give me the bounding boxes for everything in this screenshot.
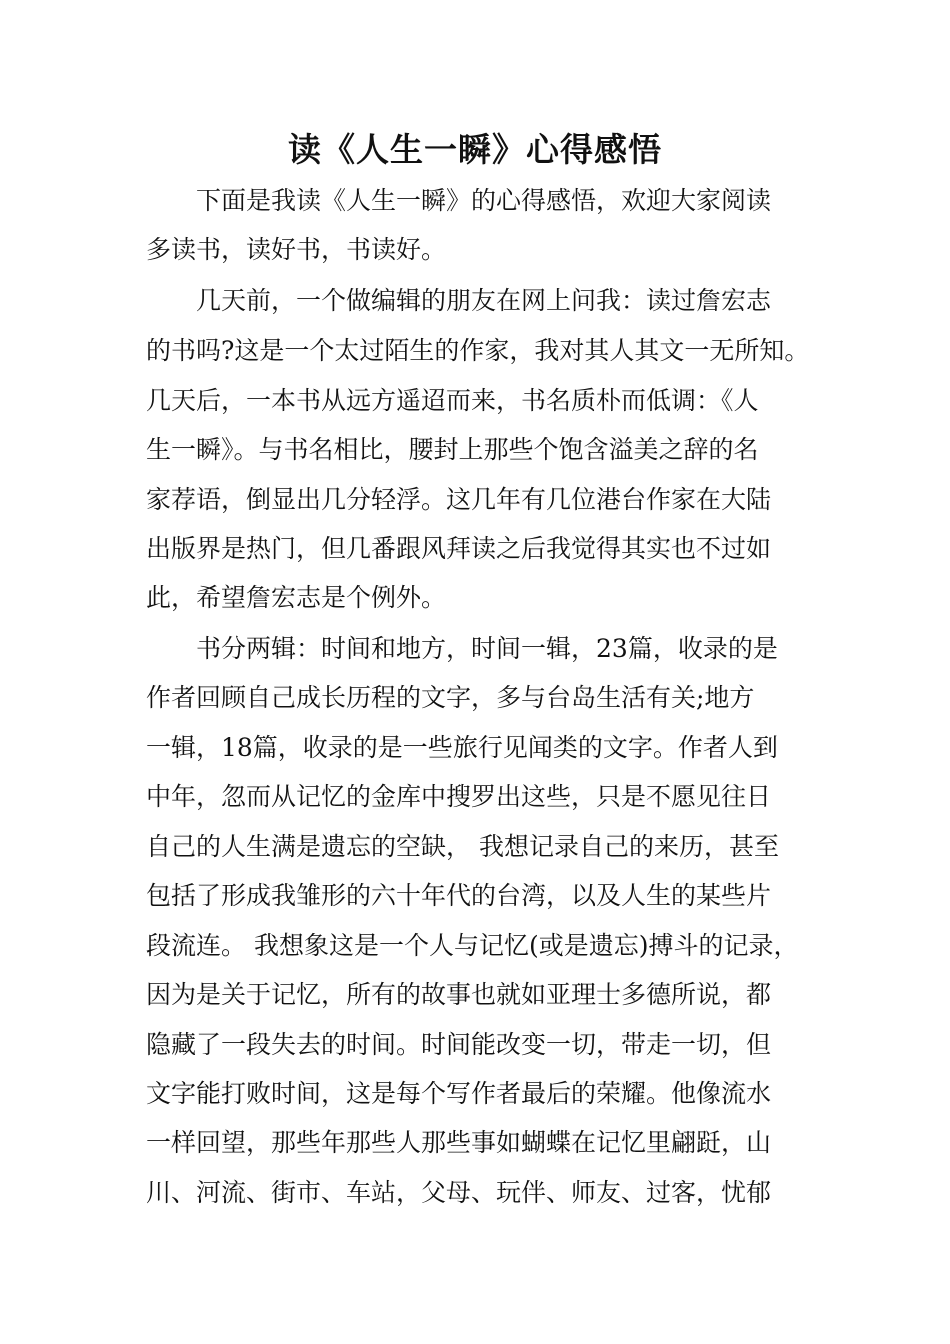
- text-line: 多读书，读好书，书读好。: [146, 235, 447, 264]
- text-line: 书分两辑：时间和地方，时间一辑，23篇，收录的是: [146, 634, 778, 663]
- text-line: 因为是关于记忆，所有的故事也就如亚理士多德所说，都: [146, 980, 772, 1009]
- text-line: 中年，忽而从记忆的金库中搜罗出这些，只是不愿见往日: [146, 782, 772, 811]
- document-title: 读《人生一瞬》心得感悟: [288, 130, 662, 169]
- text-line: 出版界是热门，但几番跟风拜读之后我觉得其实也不过如: [146, 534, 772, 563]
- text-line: 一辑，18篇，收录的是一些旅行见闻类的文字。作者人到: [146, 733, 778, 762]
- text-line: 生一瞬》。与书名相比，腰封上那些个饱含溢美之辞的名: [146, 435, 759, 464]
- text-line: 作者回顾自己成长历程的文字，多与台岛生活有关;地方: [146, 683, 755, 712]
- text-line: 几天前，一个做编辑的朋友在网上问我：读过詹宏志: [146, 286, 772, 315]
- text-line: 隐藏了一段失去的时间。时间能改变一切，带走一切，但: [146, 1030, 772, 1059]
- text-line: 几天后，一本书从远方遥迢而来，书名质朴而低调：《人: [146, 386, 759, 415]
- text-line: 家荐语，倒显出几分轻浮。这几年有几位港台作家在大陆: [146, 485, 772, 514]
- text-line: 段流连。 我想象这是一个人与记忆(或是遗忘)搏斗的记录，: [146, 931, 799, 960]
- text-line: 文字能打败时间，这是每个写作者最后的荣耀。他像流水: [146, 1079, 772, 1108]
- text-line: 的书吗?这是一个太过陌生的作家，我对其人其文一无所知。: [146, 336, 810, 365]
- text-line: 此，希望詹宏志是个例外。: [146, 583, 447, 612]
- text-line: 下面是我读《人生一瞬》的心得感悟，欢迎大家阅读: [146, 186, 772, 215]
- text-line: 自己的人生满是遗忘的空缺， 我想记录自己的来历，甚至: [146, 832, 779, 861]
- text-line: 一样回望，那些年那些人那些事如蝴蝶在记忆里翩跹，山: [146, 1128, 772, 1157]
- text-line: 川、河流、街市、车站，父母、玩伴、师友、过客，忧郁: [146, 1178, 772, 1207]
- text-line: 包括了形成我雏形的六十年代的台湾，以及人生的某些片: [146, 881, 772, 910]
